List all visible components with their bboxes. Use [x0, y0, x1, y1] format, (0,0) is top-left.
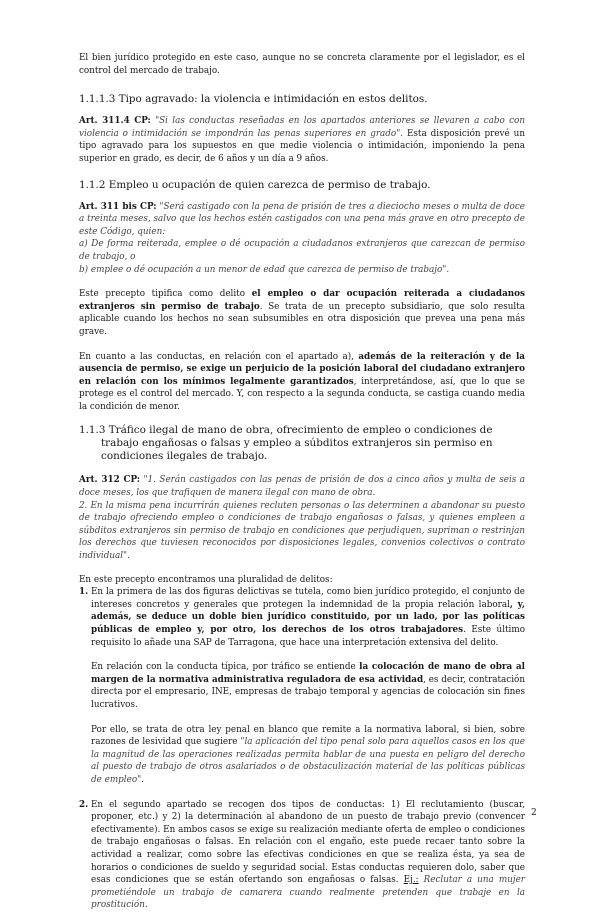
- text-span: En relación con la conducta típica, por tráfico se entiende: [91, 662, 360, 673]
- text-span: .: [141, 774, 144, 785]
- paragraph-conductas: [79, 351, 525, 414]
- list-number: 2.: [79, 799, 89, 810]
- list-number: 1.: [79, 587, 89, 598]
- text-span: , es decir, contratación directa por el empresario, INE, empresas de trabajo temporal y agencias de colocación sin fines lucrativos.: [91, 674, 526, 710]
- list-item-paragraph: [91, 586, 525, 649]
- document-body: [79, 52, 525, 912]
- page-number: 2: [531, 808, 537, 818]
- article-label: Art. 311.4 CP:: [79, 116, 151, 127]
- emphasis-text: el empleo o dar ocupación reiterada a ciudadanos extranjeros sin permiso de trabajo: [79, 289, 525, 312]
- article-commentary: Esta disposición prevé un tipo agravado para los supuestos en que medie violencia o intimidación, imponiendo la pena superior en grado, es decir, de 6 años y un día a 9 años.: [79, 128, 525, 164]
- list-item: [79, 586, 525, 786]
- text-span: En el segundo apartado se recogen dos tipos de conductas: 1) El reclutamiento (buscar, proponer, etc.) y 2) la determinación al abandono de un puesto de trabajo previo (convencer efectivamente). En ambos casos se exige su realización mediante oferta de empleo o condiciones de trabajo engañosas o falsas. En relación con el engaño, este puede recaer tanto sobre la actividad a realizar, como sobre las efectivas condiciones en que se realiza ésta, ya sea de horarios o condiciones de sueldo y seguridad social. Estas conductas requieren dolo, saber que esas condiciones que se están ofertando son engañosas o falsas.: [91, 799, 525, 886]
- text-span: . Se trata de un precepto subsidiario, que solo resulta aplicable cuando los hechos no sean subsumibles en otra disposición que prevea una pena más grave.: [79, 301, 525, 337]
- text-span: . Este último requisito lo añade una SAP de Tarragona, que hace una interpretación extensiva del delito.: [91, 625, 526, 648]
- article-quote: "1. Serán castigados con las penas de prisión de dos a cinco años y multa de seis a doce meses, los que trafiquen de manera ilegal con mano de obra.: [79, 475, 526, 499]
- article-312: [79, 474, 525, 499]
- delitos-list: [79, 586, 525, 912]
- text-span: Este precepto tipifica como delito: [79, 289, 252, 300]
- list-item: [79, 799, 525, 912]
- article-quote-line-b: b) emplee o dé ocupación a un menor de edad que carezca de permiso de trabajo".: [79, 264, 450, 275]
- heading-1-1-3: 1.1.3 Tráfico ilegal de mano de obra, ofrecimiento de empleo o condiciones de trabajo engañosas o falsas y empleo a súbditos extranjeros sin permiso en condiciones ilegales de trabajo.: [79, 424, 493, 463]
- heading-1-1-1-3: 1.1.1.3 Tipo agravado: la violencia e intimidación en estos delitos.: [79, 93, 428, 106]
- emphasis-text: , y, además, se deduce un doble bien jurídico constituido, por un lado, por las políticas públicas de empleo y, por otro, los derechos de los otros trabajadores: [91, 599, 525, 635]
- list-item-paragraph: [91, 724, 525, 787]
- heading-1-1-2: 1.1.2 Empleo u ocupación de quien carezca de permiso de trabajo.: [79, 178, 431, 191]
- article-label: Art. 311 bis CP:: [79, 201, 157, 212]
- quote-text: Reclutar a una mujer prometiéndole un trabajo de camarera cuando realmente pretenden que trabaje en la prostitución.: [91, 875, 526, 911]
- article-quote: "Será castigado con la pena de prisión de tres a dieciocho meses o multa de doce a treinta meses, salvo que los hechos estén castigados con una pena más grave en otro precepto de este Código, quien:: [79, 201, 525, 237]
- text-span: En la primera de las dos figuras delictivas se tutela, como bien jurídico protegido, el conjunto de intereses concretos y generales que protegen la indemnidad de la propia relación laboral: [91, 587, 525, 610]
- article-quote-2: 2. En la misma pena incurrirán quienes recluten personas o las determinen a abandonar su puesto de trabajo ofreciendo empleo o condiciones de trabajo engañosas o falsas, y quienes empleen a súbditos extranjeros sin permiso de trabajo en condiciones que perjudiquen, supriman o restrinjan los derechos que tuviesen reconocidos por disposiciones legales, convenios colectivos o contrato individual".: [79, 500, 525, 562]
- paragraph-tipifica: [79, 288, 525, 338]
- example-label: Ej.:: [403, 875, 419, 886]
- list-item-paragraph: [91, 661, 525, 711]
- quote-text: "la aplicación del tipo penal solo para aquellos casos en los que la magnitud de las operaciones realizadas permita hablar de una puesta en peligro del derecho al puesto de trabajo de otros asalariados o de obstaculización material de las políticas públicas de empleo": [91, 737, 526, 785]
- paragraph-intro: El bien jurídico protegido en este caso, aunque no se concreta claramente por el legislador, es el control del mercado de trabajo.: [79, 53, 525, 76]
- emphasis-text: la colocación de mano de obra al margen de la normativa administrativa reguladora de esa actividad: [91, 662, 525, 685]
- text-span: , interpretándose, así, que lo que se protege es el control del mercado. Y, con respecto a la segunda conducta, se castiga cuando media la condición de menor.: [79, 376, 525, 412]
- article-quote: "Si las conductas reseñadas en los apartados anteriores se llevaren a cabo con violencia o intimidación se impondrán las penas superiores en grado".: [79, 116, 525, 139]
- article-quote-line-a: a) De forma reiterada, emplee o dé ocupación a ciudadanos extranjeros que carezcan de permiso de trabajo, o: [79, 239, 525, 262]
- article-label: Art. 312 CP:: [79, 475, 141, 486]
- text-span: Por ello, se trata de otra ley penal en blanco que remite a la normativa laboral, si bien, sobre razones de lesividad que sugiere: [91, 724, 525, 748]
- article-311-bis: [79, 201, 525, 239]
- emphasis-text: además de la reiteración y de la ausencia de permiso, se exige un perjuicio de la posición laboral del ciudadano extranjero en relación con los mínimos legalmente garantizados: [79, 351, 525, 387]
- paragraph-pluralidad: En este precepto encontramos una pluralidad de delitos:: [79, 574, 333, 585]
- article-311-4: [79, 115, 525, 165]
- list-item-paragraph: [91, 799, 525, 912]
- text-span: En cuanto a las conductas, en relación con el apartado a),: [79, 351, 359, 362]
